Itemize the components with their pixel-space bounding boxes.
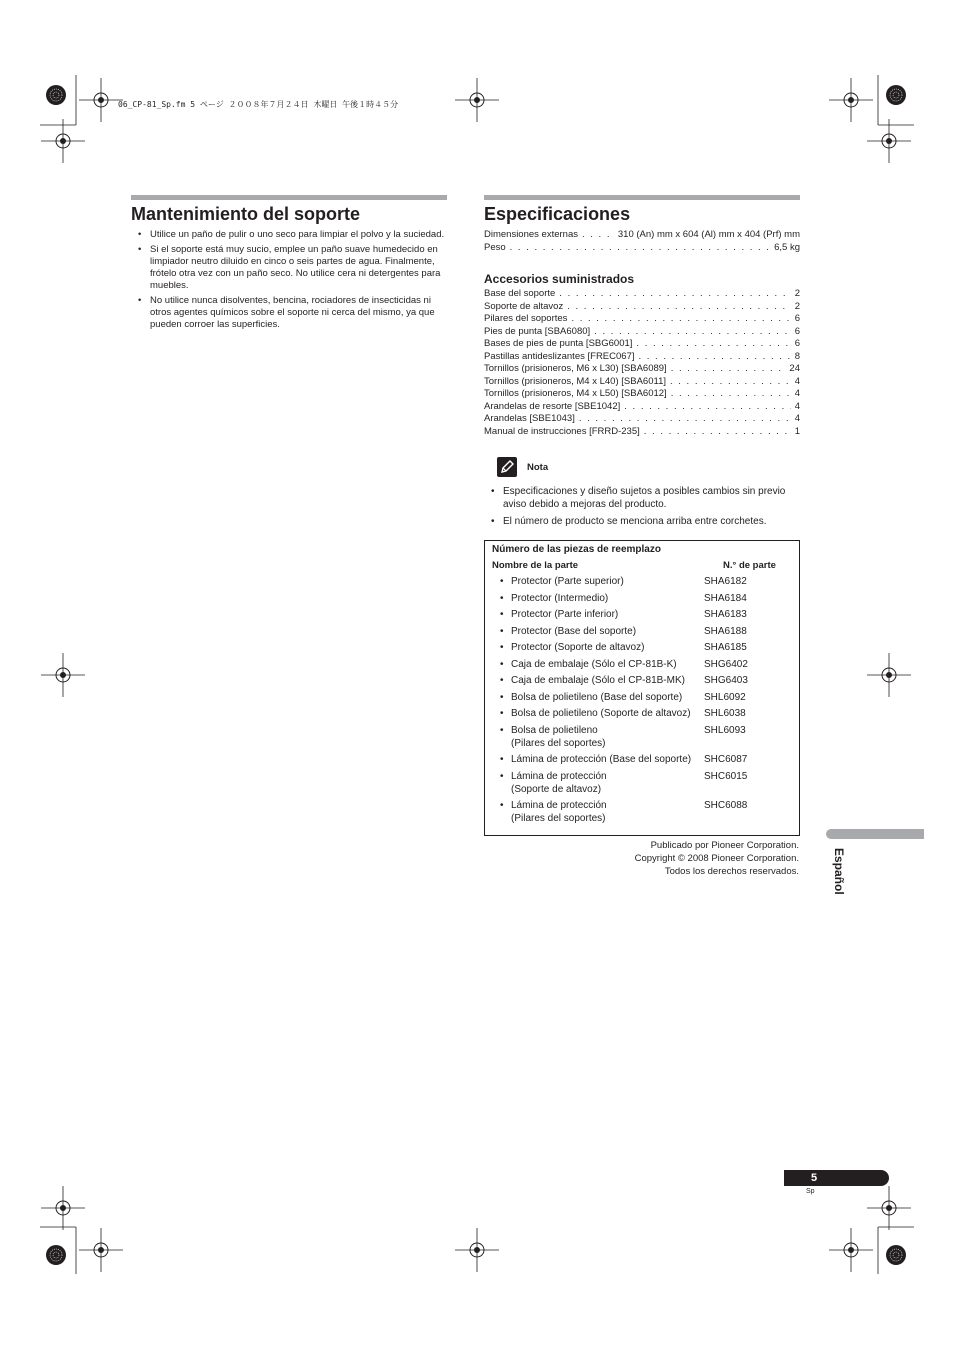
accessory-row	[484, 401, 800, 414]
part-number: SHA6183	[704, 609, 747, 620]
note-bullets	[484, 485, 800, 528]
accessory-label: Bases de pies de punta [SBG6001]	[484, 338, 633, 349]
parts-row	[492, 691, 799, 704]
part-name: • Lámina de protección (Base del soporte)	[492, 753, 704, 766]
accessory-qty: 2	[794, 300, 800, 312]
accessory-row	[484, 338, 800, 351]
accessory-label: Arandelas de resorte [SBE1042]	[484, 400, 621, 412]
part-name: • Bolsa de polietileno (Pilares del soportes)	[492, 724, 704, 750]
accessory-qty: 4	[794, 375, 800, 387]
bullet-item: • Utilice un paño de pulir o uno seco para limpiar el polvo y la suciedad.	[131, 229, 447, 241]
accessory-qty: 4	[794, 388, 800, 399]
accessory-label: Soporte de altavoz	[484, 300, 564, 312]
part-number: SHC6087	[704, 754, 748, 765]
part-number: SHA6188	[704, 625, 747, 637]
accessory-label: Tornillos (prisioneros, M6 x L30) [SBA6089]	[484, 363, 667, 374]
accessory-row	[484, 376, 800, 389]
section-rule	[131, 195, 447, 200]
parts-title: Número de las piezas de reemplazo	[492, 544, 661, 555]
part-number: SHG6402	[704, 658, 748, 670]
parts-header-row	[492, 560, 799, 571]
accessory-row	[484, 388, 800, 401]
rights-line: Todos los derechos reservados.	[664, 866, 799, 877]
part-name: • Protector (Base del soporte)	[492, 625, 704, 638]
accessory-label: Manual de instrucciones [FRRD-235]	[484, 425, 640, 437]
note-item: • Especificaciones y diseño sujetos a posibles cambios sin previo aviso debido a mejoras del producto.	[484, 485, 800, 511]
maintenance-bullets	[131, 229, 447, 331]
parts-row	[492, 707, 799, 720]
part-number: SHA6185	[704, 642, 747, 653]
maintenance-title: Mantenimiento del soporte	[131, 204, 361, 224]
accessory-row	[484, 426, 800, 439]
section-rule	[484, 195, 800, 200]
accessory-row	[484, 313, 800, 326]
bullet-item: • Si el soporte está muy sucio, emplee un paño suave humedecido en limpiador neutro diluido en cinco o seis partes de agua. Finalmente, frótelo otra vez con un paño seco. No utilice cera ni detergentes para muebles.	[131, 244, 447, 292]
accessory-label: Pilares del soportes	[484, 313, 568, 324]
part-name: • Bolsa de polietileno (Base del soporte)	[492, 691, 704, 704]
part-name: • Caja de embalaje (Sólo el CP-81B-K)	[492, 658, 704, 671]
spec-value: 310 (An) mm x 604 (Al) mm x 404 (Prf) mm	[617, 229, 800, 240]
language-tab	[826, 848, 852, 910]
file-header: 06_CP-81_Sp.fm 5 ページ ２００８年７月２４日 木曜日 午後１時４５分	[118, 100, 399, 109]
parts-row	[492, 608, 799, 621]
part-name: • Protector (Intermedio)	[492, 592, 704, 605]
col-part-number: N.° de parte	[723, 560, 776, 571]
parts-row	[492, 641, 799, 654]
accessory-row	[484, 363, 800, 376]
parts-row	[492, 724, 799, 750]
parts-row	[492, 658, 799, 671]
accessory-qty: 6	[794, 325, 800, 337]
accessory-qty: 8	[794, 350, 800, 362]
col-part-name: Nombre de la parte	[492, 560, 579, 571]
accessory-label: Pies de punta [SBA6080]	[484, 325, 591, 337]
accessories-list	[484, 288, 800, 438]
part-number: SHG6403	[704, 675, 748, 686]
parts-row	[492, 770, 799, 796]
accessory-qty: 4	[794, 413, 800, 424]
spec-row	[484, 242, 800, 255]
accessory-row	[484, 301, 800, 314]
specifications-title: Especificaciones	[484, 204, 631, 224]
maintenance-section	[131, 195, 447, 334]
page-number: 5	[810, 1172, 818, 1184]
accessory-row	[484, 351, 800, 364]
part-name: • Protector (Parte inferior)	[492, 608, 704, 621]
part-name: • Lámina de protección (Pilares del soportes)	[492, 799, 704, 825]
accessory-qty: 2	[794, 288, 800, 299]
note-header	[497, 457, 800, 477]
specifications-section	[484, 195, 800, 836]
accessory-label: Pastillas antideslizantes [FREC067]	[484, 350, 635, 362]
language-label: Español	[832, 848, 846, 895]
accessory-row	[484, 413, 800, 426]
part-name: • Protector (Soporte de altavoz)	[492, 641, 704, 654]
spec-label: Peso	[484, 241, 506, 253]
parts-row	[492, 799, 799, 825]
spec-list	[484, 229, 800, 254]
accessory-label: Tornillos (prisioneros, M4 x L50) [SBA6012]	[484, 388, 667, 399]
page-language-code: Sp	[806, 1188, 815, 1195]
parts-rows	[492, 575, 799, 825]
accessory-qty: 24	[789, 363, 800, 374]
accessory-qty: 6	[794, 313, 800, 324]
page-number-tab	[784, 1170, 889, 1186]
accessory-qty: 1	[794, 425, 800, 437]
part-number: SHA6182	[704, 576, 747, 587]
bullet-item: • No utilice nunca disolventes, bencina, rociadores de insecticidas ni otros agentes químicos sobre el soporte ni cerca del mismo, ya que pueden corroer las superficies.	[131, 295, 447, 331]
part-number: SHC6015	[704, 770, 748, 782]
spec-value: 6,5 kg	[774, 241, 800, 253]
note-label: Nota	[527, 461, 549, 473]
parts-row	[492, 753, 799, 766]
accessory-qty: 4	[794, 400, 800, 412]
parts-row	[492, 575, 799, 588]
spec-label: Dimensiones externas	[484, 229, 578, 240]
accessory-label: Base del soporte	[484, 288, 556, 299]
accessories-title: Accesorios suministrados	[484, 272, 635, 286]
part-number: SHL6038	[704, 708, 746, 719]
part-name: • Protector (Parte superior)	[492, 575, 704, 588]
replacement-parts-table	[484, 540, 800, 836]
part-name: • Bolsa de polietileno (Soporte de altavoz)	[492, 707, 704, 720]
note-item: • El número de producto se menciona arriba entre corchetes.	[484, 515, 800, 528]
part-number: SHL6093	[704, 724, 746, 736]
publisher-line: Publicado por Pioneer Corporation.	[650, 840, 799, 851]
part-name: • Caja de embalaje (Sólo el CP-81B-MK)	[492, 674, 704, 687]
spec-row	[484, 229, 800, 242]
pencil-note-icon	[497, 457, 517, 477]
part-number: SHA6184	[704, 592, 747, 604]
parts-row	[492, 592, 799, 605]
accessory-label: Arandelas [SBE1043]	[484, 413, 575, 424]
parts-row	[492, 674, 799, 687]
language-tab-bar	[826, 829, 924, 839]
copyright-line: Copyright © 2008 Pioneer Corporation.	[634, 853, 799, 864]
accessory-qty: 6	[794, 338, 800, 349]
publisher-info	[635, 839, 799, 878]
part-name: • Lámina de protección (Soporte de altavoz)	[492, 770, 704, 796]
accessory-row	[484, 288, 800, 301]
parts-row	[492, 625, 799, 638]
part-number: SHL6092	[704, 691, 746, 703]
accessory-row	[484, 326, 800, 339]
part-number: SHC6088	[704, 800, 748, 811]
accessory-label: Tornillos (prisioneros, M4 x L40) [SBA6011]	[484, 375, 666, 387]
